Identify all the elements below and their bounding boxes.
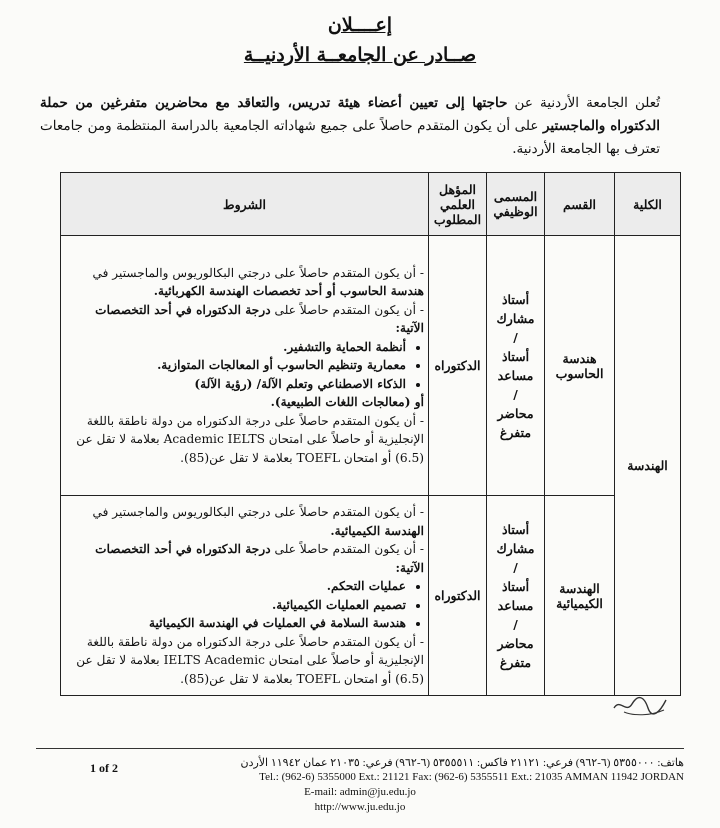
footer-divider [36,748,684,749]
announcement-subtitle: صــادر عن الجامعــة الأردنيــة [243,44,477,66]
header-college: الكلية [615,173,681,236]
table-row [61,496,681,696]
page-number: 1 of 2 [90,761,118,775]
condition-2: - أن يكون المتقدم حاصلاً على درجة الدكتوراه في أحد التخصصات الآتية: [95,302,424,336]
specialization-tail: أو (معالجات اللغات الطبيعية). [270,395,424,410]
header-department: القسم [545,173,615,236]
condition-3: - أن يكون المتقدم حاصلاً على درجة الدكتوراه من دولة ناطقة باللغة الإنجليزية أو حاصلاً على امتحان IELTS Academic بعلامة لا تقل عن (6.5) أو امتحان TOEFL بعلامة لا تقل عن(85). [76,634,424,686]
job-title-cell: أستاذ مشارك / أستاذ مساعد / محاضر متفرغ [487,236,545,496]
qualification-cell: الدكتوراه [429,496,487,696]
condition-1: - أن يكون المتقدم حاصلاً على درجتي البكالوريوس والماجستير في الهندسة الكيميائية. [92,505,424,538]
footer-website: http://www.ju.edu.jo [314,801,406,813]
header-qualification: المؤهل العلمي المطلوب [429,173,487,236]
list-item: • أنظمة الحماية والتشفير. [65,338,406,357]
list-item: • الذكاء الاصطناعي وتعلم الآلة/ (رؤية الآلة) [65,375,406,394]
condition-1: - أن يكون المتقدم حاصلاً على درجتي البكالوريوس والماجستير في هندسة الحاسوب أو أحد تخصصات الهندسة الكهربائية. [92,265,424,299]
list-item: • هندسة السلامة في العمليات في الهندسة الكيميائية [65,614,406,633]
signature [610,690,670,720]
college-cell: الهندسة [615,236,681,696]
footer-contact-arabic: هاتف: ٥٣٥٥٠٠٠ (٦-٩٦٢) فرعي: ٢١١٢١ فاكس: ٥٣٥٥٥١١ (٦-٩٦٢) فرعي: ٢١٠٣٥ عمان ١١٩٤٢ الأردن [240,757,684,769]
list-item: • عمليات التحكم. [65,577,406,596]
header-job-title: المسمى الوظيفي [487,173,545,236]
table-header-row [61,173,681,236]
footer-contact-english: Tel.: (962-6) 5355000 Ext.: 21121 Fax: (962-6) 5355511 Ext.: 21035 AMMAN 11942 JORDAN [259,771,684,783]
qualification-cell: الدكتوراه [429,236,487,496]
condition-3: - أن يكون المتقدم حاصلاً على درجة الدكتوراه من دولة ناطقة باللغة الإنجليزية أو حاصلاً على امتحان Academic IELTS بعلامة لا تقل عن (6.5) أو امتحان TOEFL بعلامة لا تقل عن(85). [76,413,424,465]
department-cell: الهندسة الكيميائية [545,496,615,696]
job-title-cell: أستاذ مشارك / أستاذ مساعد / محاضر متفرغ [487,496,545,696]
conditions-cell [61,236,429,496]
specialization-list [65,338,424,394]
department-cell: هندسة الحاسوب [545,236,615,496]
specialization-list [65,577,424,633]
list-item: • معمارية وتنظيم الحاسوب أو المعالجات المتوازية. [65,356,406,375]
table-row [61,236,681,496]
list-item: • تصميم العمليات الكيميائية. [65,596,406,615]
footer-email: E-mail: admin@ju.edu.jo [304,786,416,798]
header-conditions: الشروط [61,173,429,236]
condition-2: - أن يكون المتقدم حاصلاً على درجة الدكتوراه في أحد التخصصات الآتية: [95,542,424,575]
positions-table [60,172,681,696]
intro-paragraph: تُعلن الجامعة الأردنية عن حاجتها إلى تعيين أعضاء هيئة تدريس، والتعاقد مع محاضرين متفرغين من حملة الدكتوراه والماجستير على أن يكون المتقدم حاصلاً على جميع شهاداته الجامعية بالدراسة المنتظمة ومن جامعات تعترف بها الجامعة الأردنية. [40,95,660,157]
conditions-cell [61,496,429,696]
announcement-title: إعــــلان [327,14,393,36]
